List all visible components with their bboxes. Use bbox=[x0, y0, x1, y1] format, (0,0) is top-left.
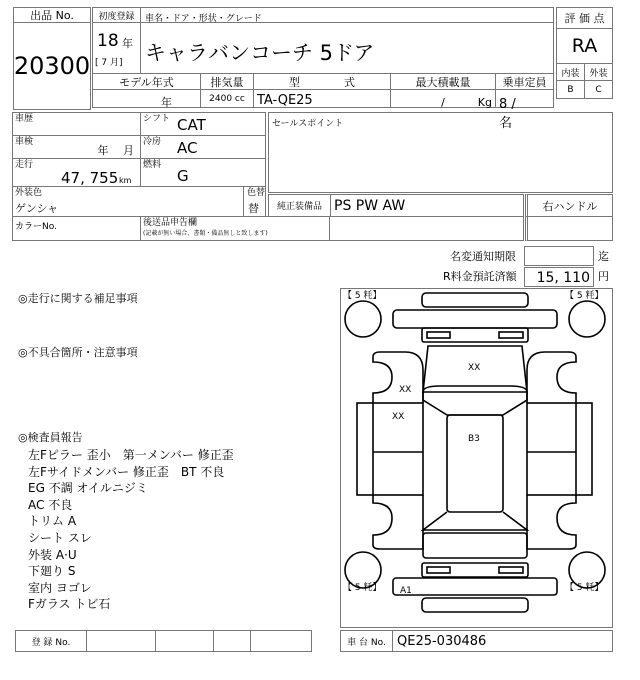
equipment-label: 純正装備品 bbox=[268, 194, 331, 217]
report-line: トリム A bbox=[28, 514, 77, 529]
tire-depth-rl: 【 5 粍】 bbox=[343, 583, 382, 593]
report-line: EG 不調 オイルニジミ bbox=[28, 481, 148, 496]
right-rear-fender bbox=[527, 495, 576, 549]
tire-depth-rr: 【 5 粍】 bbox=[565, 583, 604, 593]
left-rear-fender bbox=[373, 495, 423, 549]
color-value: ゲンシャ bbox=[15, 202, 59, 215]
chassis-number: QE25-030486 bbox=[392, 630, 613, 652]
report-line: 外装 A·U bbox=[28, 547, 77, 562]
rear-panel bbox=[422, 563, 528, 577]
mark-door: XX bbox=[392, 412, 405, 422]
shift-value: CAT bbox=[177, 116, 206, 134]
name-change-suffix: 迄 bbox=[598, 250, 609, 263]
reg-no-label: 登 録 No. bbox=[15, 630, 87, 652]
mileage-unit: km bbox=[119, 176, 132, 185]
right-side bbox=[527, 403, 592, 495]
history-label: 車歴 bbox=[15, 114, 34, 124]
mark-fender: XX bbox=[399, 385, 412, 395]
fuel-value: G bbox=[177, 167, 189, 185]
first-reg-month: [ 7 月] bbox=[95, 58, 123, 68]
tire-front-right-icon bbox=[569, 301, 605, 337]
mark-rear-bumper: A1 bbox=[400, 586, 412, 596]
inspector-label: ◎検査員報告 bbox=[18, 431, 83, 444]
rear-bumper bbox=[393, 578, 557, 595]
tire-depth-fr: 【 5 粍】 bbox=[565, 291, 604, 301]
type-value: TA-QE25 bbox=[253, 89, 391, 108]
color-label: 外装色 bbox=[15, 188, 43, 198]
left-side bbox=[357, 403, 423, 495]
exterior-label: 外装 bbox=[584, 63, 613, 81]
report-line: シート スレ bbox=[28, 530, 92, 545]
recycle-value: 15, 110 bbox=[524, 267, 594, 287]
right-front-fender bbox=[527, 352, 576, 403]
ac-value: AC bbox=[177, 139, 198, 157]
rear-window bbox=[423, 512, 527, 530]
first-reg-label: 初度登録 bbox=[92, 7, 141, 23]
grade-label: 評 価 点 bbox=[556, 7, 613, 29]
report-line: 左Fピラー 歪小 第一メンバー 修正歪 bbox=[28, 448, 234, 462]
color-change-label: 色替 bbox=[247, 188, 266, 198]
color-change-value: 替 bbox=[248, 202, 259, 215]
report-line: 左Fサイドメンバー 修正歪 BT 不良 bbox=[28, 464, 225, 479]
defects-label: ◎不具合箇所・注意事項 bbox=[18, 346, 138, 359]
interior-grade: B bbox=[556, 80, 585, 99]
name-change-label: 名変通知期限 bbox=[450, 250, 516, 263]
sales-point: セールスポイント bbox=[268, 112, 613, 193]
rear-lip bbox=[422, 598, 528, 612]
mark-hood: XX bbox=[468, 363, 481, 373]
front-lip bbox=[422, 293, 528, 307]
mileage-value: 47, 755 bbox=[61, 169, 119, 187]
front-bumper bbox=[393, 310, 557, 328]
interior-label: 内装 bbox=[556, 63, 585, 81]
recycle-unit: 円 bbox=[598, 270, 609, 283]
model-year-label: モデル年式 bbox=[92, 73, 201, 90]
lot-number: 20300 bbox=[13, 22, 91, 110]
recycle-label: R料金預託済額 bbox=[443, 270, 517, 283]
max-load-label: 最大積載量 bbox=[390, 73, 496, 90]
color-no-label: カラーNo. bbox=[12, 216, 141, 241]
max-load-value: / Kg bbox=[390, 89, 496, 108]
report-line: 室内 ヨゴレ bbox=[28, 580, 92, 595]
later-docs-note: (記載が無い場合、書類・備品無しと致します) bbox=[143, 230, 268, 237]
first-reg-year: 18 bbox=[97, 31, 119, 51]
ac-label: 冷房 bbox=[143, 137, 162, 147]
left-front-fender bbox=[373, 352, 423, 403]
tire-front-left-icon bbox=[345, 301, 381, 337]
displacement-value: 2400 cc bbox=[200, 89, 254, 108]
year-unit: 年 bbox=[122, 37, 133, 50]
shift-label: シフト bbox=[143, 114, 171, 124]
inspection-label: 車検 bbox=[15, 137, 34, 147]
car-name-label: 車名・ドア・形状・グレード bbox=[140, 7, 554, 23]
displacement-label: 排気量 bbox=[200, 73, 254, 90]
report-line: AC 不良 bbox=[28, 497, 73, 512]
lot-label: 出品 No. bbox=[13, 7, 91, 23]
report-line: Fガラス トビ石 bbox=[28, 597, 111, 612]
later-docs-label: 後送品申告欄 bbox=[143, 218, 198, 228]
driving-notes-label: ◎走行に関する補足事項 bbox=[18, 292, 138, 305]
model-year-value: 年 bbox=[92, 89, 201, 108]
windshield bbox=[423, 386, 527, 415]
equipment-value: PS PW AW bbox=[330, 194, 524, 217]
fuel-label: 燃料 bbox=[143, 160, 162, 170]
inspection-value: 年 月 bbox=[97, 144, 134, 157]
capacity-label: 乗車定員 bbox=[495, 73, 554, 90]
grade-score: RA bbox=[556, 28, 613, 64]
capacity-value: 8 / 名 bbox=[495, 89, 554, 108]
roof bbox=[447, 415, 503, 512]
type-label: 型 式 bbox=[253, 73, 391, 90]
car-name: キャラバンコーチ 5ドア bbox=[140, 22, 554, 74]
chassis-label: 車 台 No. bbox=[340, 630, 393, 652]
report-line: 下廻り S bbox=[28, 564, 76, 579]
steering: 右ハンドル bbox=[525, 194, 613, 217]
front-grille bbox=[422, 328, 528, 342]
exterior-grade: C bbox=[584, 80, 613, 99]
tire-depth-fl: 【 5 粍】 bbox=[343, 291, 382, 301]
mark-roof: B3 bbox=[468, 434, 480, 444]
rear-gate bbox=[423, 533, 527, 558]
mileage-label: 走行 bbox=[15, 160, 34, 170]
